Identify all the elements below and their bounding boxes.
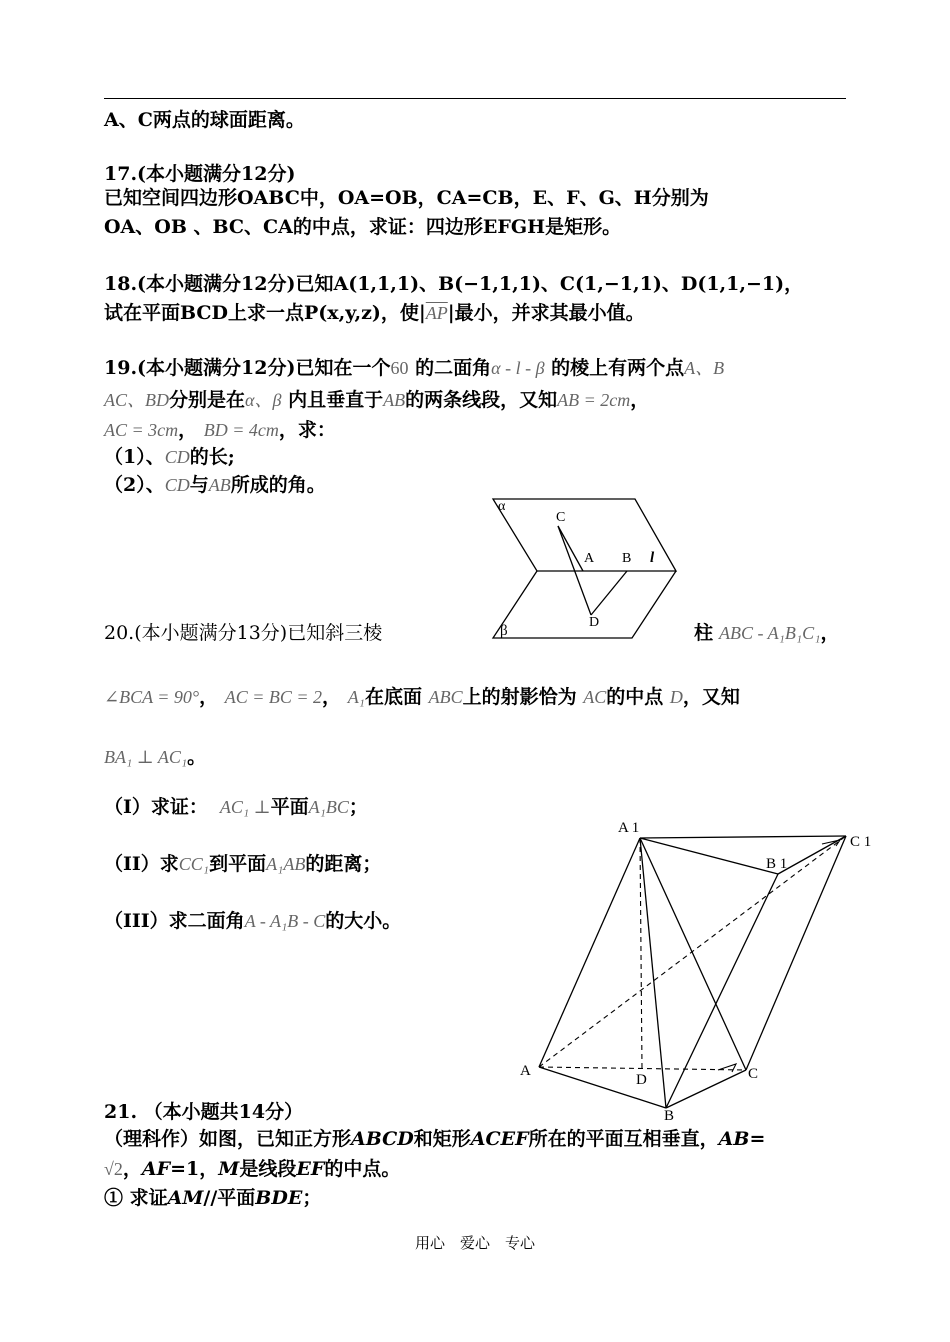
problem-20-part-ii xyxy=(104,852,381,876)
problem-19-line3 xyxy=(104,418,336,442)
p20-ii-a: （II）求 xyxy=(104,853,179,875)
label-l: l xyxy=(650,550,655,566)
line-l01: A、C两点的球面距离。 xyxy=(104,109,305,131)
problem-18-line2 xyxy=(104,301,645,325)
edge-c1-c xyxy=(746,836,846,1070)
p21-q1b: AM xyxy=(167,1187,204,1209)
p19-l2a: AC、BD xyxy=(104,390,169,410)
p21-l2b: ， xyxy=(122,1158,142,1180)
p21-q1a: ① 求证 xyxy=(104,1187,168,1209)
p20-ii-c: 到平面 xyxy=(209,853,267,875)
p19-pts: A、B xyxy=(684,358,725,378)
p20-l3: BA₁ ⊥ AC₁ xyxy=(104,747,188,767)
p20-l3b: 。 xyxy=(187,746,207,768)
p20-l2b: ， xyxy=(199,686,219,708)
label-b1: B 1 xyxy=(766,856,788,872)
p20-l2a: ∠BCA = 90° xyxy=(104,687,200,707)
p21-l1c: 和矩形 xyxy=(413,1128,471,1150)
p20-l2c: AC = BC = 2 xyxy=(224,687,323,707)
label-a1: A 1 xyxy=(618,820,640,836)
p21-l2h: 的中点。 xyxy=(324,1158,401,1180)
p19-q1c: 的长; xyxy=(189,446,235,468)
p20-l2d: ， xyxy=(322,686,342,708)
p20-i-a: （I）求证： xyxy=(104,796,208,818)
p20-a: 20.(本小题满分13分)已知斜三棱 xyxy=(104,622,383,644)
problem-20-line1 xyxy=(104,621,382,645)
p21-l1b: ABCD xyxy=(351,1128,414,1150)
problem-20-line1-right xyxy=(694,621,839,645)
edge-a1-a xyxy=(539,838,640,1067)
p20-b: 柱 xyxy=(694,622,714,644)
p21-l1e: 所在的平面互相垂直， xyxy=(528,1128,719,1150)
p19-a: 19.(本小题满分12分)已知在一个 xyxy=(104,357,391,379)
p21-l2f: 是线段 xyxy=(239,1158,297,1180)
p20-l2g: ABC xyxy=(428,687,463,707)
edge-a1-c1 xyxy=(640,836,846,838)
problem-17-title: 17.(本小题满分12分) xyxy=(104,163,296,185)
p20-l2i: AC xyxy=(583,687,607,707)
problem-21-line2 xyxy=(104,1157,400,1181)
p19-q1a: （1）、 xyxy=(104,446,165,468)
p20-ii-d: A₁AB xyxy=(266,854,306,874)
p19-l2d: 内且垂直于 xyxy=(288,389,384,411)
label-a: A xyxy=(584,551,595,566)
edge-b1-c1 xyxy=(778,836,846,874)
p19-q2b: CD xyxy=(164,475,190,495)
label-a: A xyxy=(520,1063,531,1079)
label-b: B xyxy=(622,551,632,566)
p20-i-c: 平面 xyxy=(270,796,309,818)
plane-beta xyxy=(493,571,676,638)
p19-l2f: 的两条线段，又知 xyxy=(405,389,558,411)
p19-dihedral: α - l - β xyxy=(491,358,545,378)
p19-c: 的棱上有两个点 xyxy=(551,357,685,379)
p20-l2j: 的中点 xyxy=(606,686,664,708)
problem-19-line2 xyxy=(104,388,649,412)
p19-q2e: 所成的角。 xyxy=(230,474,326,496)
p19-l3a: AC = 3cm xyxy=(104,420,179,440)
problem-20-line2 xyxy=(104,685,740,709)
edge-a-b xyxy=(539,1067,666,1108)
p21-l2a: √2 xyxy=(104,1159,123,1179)
problem-17-line1: 已知空间四边形OABC中，OA=OB，CA=CB，E、F、G、H分别为 xyxy=(104,187,709,209)
p20-ii-e: 的距离； xyxy=(305,853,382,875)
label-beta: β xyxy=(500,623,508,639)
p20-ii-b: CC₁ xyxy=(178,854,210,874)
p18-text-b: |最小，并求其最小值。 xyxy=(447,302,645,324)
figure-20-prism xyxy=(510,812,890,1120)
segment-bd xyxy=(591,571,627,615)
edge-a1-c xyxy=(640,838,746,1070)
p20-iii-b: A - A₁B - C xyxy=(244,911,326,931)
header-rule xyxy=(104,98,846,99)
problem-21-q1 xyxy=(104,1186,321,1210)
p20-l2e: A₁ xyxy=(347,687,365,707)
p21-l2d: =1， xyxy=(170,1158,219,1180)
problem-19-line1 xyxy=(104,356,724,380)
p21-q1e: ； xyxy=(302,1187,322,1209)
p20-iii-a: （III）求二面角 xyxy=(104,910,245,932)
p19-q1b: CD xyxy=(164,447,190,467)
edge-b1-b xyxy=(666,874,778,1108)
p19-deg: 60 xyxy=(390,358,409,378)
p21-l1f: AB= xyxy=(718,1128,766,1150)
p21-q1c: //平面 xyxy=(203,1187,256,1209)
p19-l2c: α、β xyxy=(245,390,282,410)
p20-i-e: ； xyxy=(348,796,368,818)
problem-19-q2 xyxy=(104,473,326,497)
p20-l2h: 上的射影恰为 xyxy=(462,686,577,708)
p21-l1d: ACEF xyxy=(470,1128,529,1150)
p20-iii-c: 的大小。 xyxy=(325,910,402,932)
problem-19-q1 xyxy=(104,445,235,469)
problem-20-line3 xyxy=(104,745,206,769)
edge-a1-b1 xyxy=(640,838,778,874)
label-d: D xyxy=(636,1072,647,1088)
p19-q2a: （2）、 xyxy=(104,474,165,496)
p20-comma: ， xyxy=(820,622,840,644)
problem-18-line1: 18.(本小题满分12分)已知A(1,1,1)、B(−1,1,1)、C(1,−1,1)、D(1,1,−1)， xyxy=(104,273,804,295)
figure-19-dihedral xyxy=(480,490,690,650)
p19-l3b: ， xyxy=(178,419,198,441)
problem-20-part-iii xyxy=(104,909,401,933)
p19-l2g: AB = 2cm xyxy=(557,390,631,410)
problem-20-part-i xyxy=(104,795,368,819)
segment-c-edge xyxy=(558,526,583,571)
p20-l2f: 在底面 xyxy=(364,686,422,708)
p20-prism: ABC - A₁B₁C₁ xyxy=(719,623,821,643)
label-d: D xyxy=(589,615,600,630)
p20-l2l: ，又知 xyxy=(682,686,740,708)
diagonal-a-c1-dashed xyxy=(539,836,846,1067)
p18-text-a: 试在平面BCD上求一点P(x,y,z)，使| xyxy=(104,302,426,324)
p19-l3c: BD = 4cm xyxy=(203,420,279,440)
p21-l2c: AF xyxy=(141,1158,171,1180)
label-b: B xyxy=(664,1108,675,1120)
edge-b-c xyxy=(666,1070,746,1108)
p19-l2e: AB xyxy=(383,390,406,410)
p19-b: 的二面角 xyxy=(415,357,492,379)
problem-17-line2: OA、OB 、BC、CA的中点，求证：四边形EFGH是矩形。 xyxy=(104,216,622,238)
label-alpha: α xyxy=(498,499,506,514)
p19-l2b: 分别是在 xyxy=(169,389,246,411)
p19-l3d: ，求： xyxy=(278,419,336,441)
p20-i-d: A₁BC xyxy=(308,797,349,817)
p21-l2g: EF xyxy=(296,1158,325,1180)
problem-21-line1 xyxy=(104,1127,765,1151)
p21-l1a: （理科作）如图，已知正方形 xyxy=(104,1128,352,1150)
height-a1-d-dashed xyxy=(640,838,642,1068)
right-angle-mark-c xyxy=(718,1064,736,1072)
p20-i-b: AC₁ ⊥ xyxy=(219,797,271,817)
page-footer: 用心 爱心 专心 xyxy=(414,1234,535,1252)
p19-q2d: AB xyxy=(208,475,231,495)
p20-l2k: D xyxy=(669,687,683,707)
label-c: C xyxy=(556,510,566,525)
p21-l2e: M xyxy=(218,1158,240,1180)
p19-l2h: ， xyxy=(630,389,650,411)
label-c1: C 1 xyxy=(850,834,872,850)
problem-21-title: 21. （本小题共14分） xyxy=(104,1101,304,1123)
edge-a1-b xyxy=(640,838,666,1108)
vector-ap: $\overline{AP}$ xyxy=(425,303,448,323)
p19-q2c: 与 xyxy=(189,474,209,496)
p21-q1d: BDE xyxy=(255,1187,303,1209)
label-c: C xyxy=(748,1066,759,1082)
